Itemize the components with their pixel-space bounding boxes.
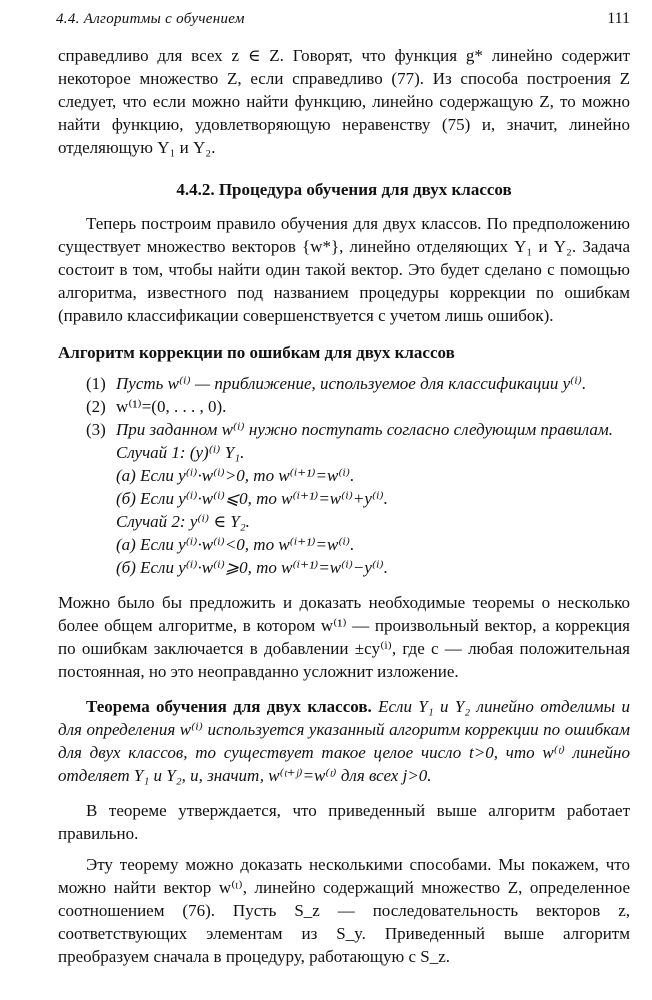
- running-title: 4.4. Алгоритмы с обучением: [56, 11, 245, 27]
- step-number: (3): [86, 420, 106, 439]
- paragraph: Теперь построим правило обучения для двух классов. По предположению существует множество векторов {w*}, линейно отделяющих Y₁ и Y₂. Задача состоит в том, чтобы найти один такой вектор. Это будет сделано с помощью алгоритма, известного под названием процедуры коррекции по ошибкам (правило классификации совершенствуется с учетом лишь ошибок).: [58, 214, 630, 325]
- step-text: Пусть w⁽ⁱ⁾ — приближение, используемое для классификации y⁽ⁱ⁾.: [116, 374, 587, 393]
- case-rule: (а) Если y⁽ⁱ⁾·w⁽ⁱ⁾>0, то w⁽ⁱ⁺¹⁾=w⁽ⁱ⁾.: [116, 466, 355, 485]
- page-body: [58, 44, 630, 968]
- case-rule: (б) Если y⁽ⁱ⁾·w⁽ⁱ⁾⩾0, то w⁽ⁱ⁺¹⁾=w⁽ⁱ⁾−y⁽ⁱ⁾.: [116, 558, 388, 577]
- step-text: w⁽¹⁾=(0, . . . , 0).: [116, 397, 227, 416]
- step-number: (1): [86, 374, 106, 393]
- page-number: 111: [607, 10, 630, 27]
- paragraph: В теореме утверждается, что приведенный выше алгоритм работает правильно.: [58, 801, 630, 843]
- case-label: Случай 2: y⁽ⁱ⁾ ∈ Y₂.: [116, 512, 250, 531]
- step-text: При заданном w⁽ⁱ⁾ нужно поступать согласно следующим правилам.: [116, 420, 614, 439]
- paragraph: Эту теорему можно доказать несколькими способами. Мы покажем, что можно найти вектор w⁽ᵗ⁾, линейно содержащий множество Z, определенное соотношением (76). Пусть S_z — последовательность векторов z, соответствующих элементам из S_y. Приведенный выше алгоритм преобразуем сначала в процедуру, работающую с S_z.: [58, 855, 630, 966]
- case-rule: (а) Если y⁽ⁱ⁾·w⁽ⁱ⁾<0, то w⁽ⁱ⁺¹⁾=w⁽ⁱ⁾.: [116, 535, 355, 554]
- paragraph: справедливо для всех z ∈ Z. Говорят, что функция g* линейно содержит некоторое множество Z, если справедливо (77). Из способа построения Z следует, что если можно найти функцию, линейно содержащую Z, то можно найти функцию, удовлетворяющую неравенству (75) и, значит, линейно отделяющую Y₁ и Y₂.: [58, 46, 630, 157]
- algorithm-heading: Алгоритм коррекции по ошибкам для двух классов: [58, 343, 455, 362]
- running-header: [56, 8, 630, 32]
- section-heading: 4.4.2. Процедура обучения для двух классов: [176, 180, 512, 199]
- case-rule: (б) Если y⁽ⁱ⁾·w⁽ⁱ⁾⩽0, то w⁽ⁱ⁺¹⁾=w⁽ⁱ⁾+y⁽ⁱ⁾.: [116, 489, 388, 508]
- theorem-text: Если Y₁ и Y₂ линейно отделимы и для определения w⁽ⁱ⁾ используется указанный алгоритм коррекции по ошибкам для двух классов, то существует такое целое число t>0, что w⁽ᵗ⁾ линейно отделяет Y₁ и Y₂, и, значит, w⁽ᵗ⁺ʲ⁾=w⁽ᵗ⁾ для всех j>0.: [58, 697, 631, 785]
- theorem-title: Теорема обучения для двух классов.: [86, 697, 372, 716]
- case-label: Случай 1: (y)⁽ⁱ⁾ Y₁.: [116, 443, 245, 462]
- algorithm-step: [86, 395, 630, 418]
- algorithm-step: [86, 418, 630, 441]
- algorithm-steps: [86, 372, 630, 579]
- step-number: (2): [86, 397, 106, 416]
- algorithm-step: [86, 372, 630, 395]
- theorem: [58, 695, 630, 787]
- paragraph: Можно было бы предложить и доказать необходимые теоремы о несколько более общем алгоритме, в котором w⁽¹⁾ — произвольный вектор, а коррекция по ошибкам заключается в добавлении ±cy⁽ⁱ⁾, где c — любая положительная постоянная, но это неоправданно усложнит изложение.: [58, 593, 630, 681]
